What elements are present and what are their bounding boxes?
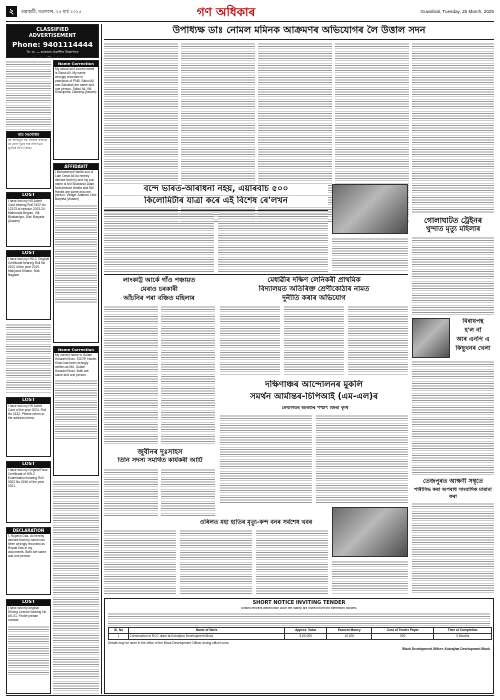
lost-title-2: LOST [7, 251, 50, 257]
bottom-mid-headline-2: সমৰ্থন আৰ্মান্তৰ-চিপিআই (এম-এল)ৰ [250, 392, 378, 402]
lead-rule [104, 39, 494, 40]
classified-text-block [6, 60, 51, 130]
mid-right-headline-1: মেধাৱীৰ দক্ষিণ লেনিকৰী প্ৰাথমিক [267, 276, 361, 284]
second-rule [104, 210, 328, 211]
side-headline-1: গোলাঘাটত ট্ৰেইনৰ [424, 216, 482, 225]
lead-text-col-5 [412, 42, 494, 214]
mid-right-text-2 [284, 305, 344, 375]
lost-title-5: LOST [7, 600, 50, 606]
flood-text-4 [332, 560, 408, 595]
flood-photo [332, 507, 408, 557]
classified-note-2: সত্যতাৰ দায়িত্ব কাকতে নলয় [33, 56, 72, 58]
lead-text-col-1 [104, 42, 178, 222]
tender-intro-lines [108, 612, 490, 626]
lost-filler-5 [8, 625, 49, 675]
bottom-mid-text-2 [316, 414, 408, 504]
mid-right-headline-2: বিদ্যালয়ত অতিৰিক্ত শ্ৰেণীকোঠাৰ নামত [258, 285, 370, 293]
affidavit-box [53, 163, 99, 343]
lost-box-5 [6, 599, 51, 694]
lead-photo [332, 184, 408, 234]
tender-footer: Details may be seen in the office of the Block Development Officer during office hours. [108, 640, 230, 645]
matrimonial-title: নাম সংশোধন [7, 132, 50, 138]
affidavit-title: AFFIDAVIT [54, 164, 98, 170]
lost-body-2: I have lost my HSLC Original Certificate bearing Roll No 0102 of the year 2019. Manjuma Khatun, Dist: Nagaon [8, 257, 49, 277]
tender-col-value: Approx. Value [285, 627, 327, 633]
lost-body-4: I have lost my Original Pass Certificate of HSLC Examination bearing Roll 0302 No 0156 of the year 2021. [8, 468, 48, 488]
classified-sub: ADVERTISEMENT [28, 33, 77, 39]
second-text-col-1 [104, 212, 214, 272]
side-photo [412, 318, 450, 358]
tender-cell: 1 [109, 633, 129, 639]
side-headline-3: বিৰাধপন্থ [462, 318, 484, 325]
newspaper-logo: গণ অধিকাৰ [196, 5, 256, 19]
name-correction-title-1: Name Correction [54, 61, 98, 67]
mid-right-text-3 [348, 305, 408, 375]
bottom-right-headline-2: শাৰীবিদ্ধ কৰা অপৰাধ সাংবাদিক মাৰামা কৰা [414, 487, 492, 500]
mid-left-text-2 [161, 305, 215, 445]
tender-table [108, 627, 492, 640]
lead-text-under-photo [332, 237, 408, 271]
side-text [412, 236, 494, 316]
column-divider-left [101, 24, 102, 694]
tender-cell: 500 [372, 633, 434, 639]
lost-box-3 [6, 397, 51, 457]
name-correction-body-1: My actual and correct name is Sabul Ali. My name wrongly recorded in passbook of PNB. Sabul Ali and Sabullah are same and one person. Sabul Ali, Vill- Kharupetia, Darrang (Assam) [55, 67, 97, 95]
side-headline-2: খুন্দাত মৃত্যু মহিলাৰ [425, 225, 481, 233]
classified-header [6, 24, 99, 58]
lead-text-col-2 [181, 42, 255, 222]
tender-col-work: Name of Work [129, 627, 285, 633]
classified-title: CLASSIFIED [36, 27, 69, 33]
lost-box-2 [6, 250, 51, 320]
mid-left-headline-1: লাংকাট্ট আৰ্কে গাঁও পঞ্চায়ত [123, 276, 195, 284]
bottom-left-headline-1: জুবীনৰ দুঃসাহস [137, 448, 183, 456]
lost-body-5: I have lost my original Driving Licence bearing No AS-01. Finder please contact. [8, 606, 47, 622]
second-text-col-2 [218, 212, 328, 272]
lost-box-4 [6, 461, 51, 523]
name-correction-filler-2 [55, 379, 97, 439]
side-headline-6: কিছুখনৰ খেলা [455, 345, 491, 352]
tender-cell: Construction of RCC drain at Kokrajhar Development Block [129, 633, 285, 639]
bottom-left-text-2 [161, 468, 215, 516]
bottom-left-headline-2: তিনি সদস্য সমৰ্থিত কাৰ্যকৰী আৰ্টি [117, 457, 203, 464]
second-headline-line-1: বন্দে ভাৰত-আৰাধনা নহয়, এয়াৰবাচ ৫০০ [104, 184, 328, 195]
second-headline-line-2: কিলোমিটাৰ যাত্ৰা কৰে এই বিশেষ ৰে'লখন [104, 196, 328, 207]
side-headline-4: হ'ল নাঁ [464, 327, 482, 334]
lost-body-3: I have lost my HS Admit Card of the year 2024, Roll No 0132. Please return to the address below. [8, 404, 47, 420]
declaration-box [6, 527, 51, 595]
bottom-mid-headline-1: দক্ষিণাঞ্চৰ আন্দোলনৰ মুকলি [265, 380, 363, 390]
tender-signature: Block Development Officer, Kokrajhar Development Block [402, 646, 490, 651]
affidavit-filler [55, 204, 97, 304]
name-correction-body-2: My correct name is Gulam Hussain Khan. SOOP, Hasim Khan has been wrongly written as Md. Gulam Hussain Khan. Both are same and one person. [55, 353, 97, 377]
mid-left-text-1 [104, 305, 158, 445]
mid-left-headline-2: মেৰাও চৰকাৰী [140, 285, 178, 293]
name-correction-title-2: Name Correction [54, 347, 98, 353]
small-headline: মেঘালয়ৰ ভাৰতৰ পশ্চাৎ জিৰী কৃষি [281, 406, 349, 411]
lost-title-4: LOST [7, 462, 50, 468]
tender-cell: 5,00,000 [285, 633, 327, 639]
mid-rule [104, 274, 408, 275]
classified-phone: Phone: 9401114444 [12, 40, 93, 49]
name-correction-box-1 [53, 60, 99, 160]
tender-col-cost: Cost of Tender Paper [372, 627, 434, 633]
lost-title-3: LOST [7, 398, 50, 404]
flood-text-1 [104, 529, 176, 595]
tender-cell: 3 Months [434, 633, 492, 639]
mid-right-text-1 [220, 305, 280, 375]
tender-intro: Sealed tenders affixed with court fee stamp are invited from the interested bidders. [240, 607, 358, 610]
classified-text-block-2 [6, 323, 51, 393]
bottom-mid-text-1 [220, 414, 312, 504]
lead-text-col-3 [258, 42, 332, 222]
lead-headline: উপাধ্যক্ষ ডাঃ নোমল মমিনক আক্ৰমণৰ অভিযোগৰ লৈ উত্তাল সদন [172, 25, 426, 36]
tender-cell: 10,000 [327, 633, 372, 639]
name-correction-box-2 [53, 346, 99, 476]
classified-note-1: বি: দ্ৰ: — কাকতত প্ৰকাশিত বিজ্ঞাপনৰ [26, 50, 79, 54]
masthead [6, 4, 494, 20]
bottom-right-text [412, 502, 494, 595]
lost-body-1: I have lost my HS Admit Card bearing Roll 0102 No 12223 of session 2023-24. Mahmuda Begum, Vill- Bhabanipur, Dist: Barpeta (Assam) [8, 199, 46, 223]
lost-title-1: LOST [7, 193, 50, 199]
masthead-right-date: Guwahati, Tuesday, 25 March, 2025 [420, 9, 494, 14]
matrimonial-box [6, 131, 51, 189]
flood-text-2 [180, 529, 252, 595]
tender-title: SHORT NOTICE INVITING TENDER [252, 600, 346, 606]
tender-notice [104, 598, 494, 694]
bottom-rule [6, 695, 494, 696]
declaration-title: DECLARATION [7, 528, 50, 534]
side-headline-5: আৰ এনপি এ [456, 336, 490, 343]
masthead-rule [6, 21, 494, 22]
tender-col-time: Time of Completion [434, 627, 492, 633]
masthead-left-date: গুৱাহাটী, মঙলবাৰ, ২৫ মাৰ্চ ২০২৫ [21, 10, 82, 15]
side-text-2 [412, 360, 494, 475]
affidavit-body: I Mohammad Hanifa son of Late Omar Ali do hereby declare that my and my son name is Md Shahanur Alam. Mohammad Hanifa and Md Hanifa are same and one person. Village: Adabari, Dist: Barpeta (Assam) [55, 170, 97, 202]
tender-col-earnest: Earnest Money [327, 627, 372, 633]
flood-text-3 [256, 529, 328, 595]
matrimonial-body: মই আমিনুল হক ঘোষণা কৰিছো যে মোৰ পুত্ৰৰ নাম নথিপত্ৰত ভুলকৈ লিখা হৈছে। [8, 138, 48, 150]
declaration-body: I, Rupesh Das, do hereby declare that my name has been wrongly recorded as Rupak Das in my documents. Both are same and one person. [8, 534, 47, 558]
left-col-filler [53, 480, 99, 694]
mid-left-headline-3: আঁচনিৰ পৰা বঞ্চিত মহিলাৰ [123, 294, 195, 302]
page-number: ২ [6, 6, 17, 17]
flood-headline: ওৰিলত মহা হাতিৰ মৃত্যু-কন্দ বনৰ সৰ্বশেষ খবৰ [199, 519, 313, 526]
mid-right-headline-3: দুনীতি কৰাৰ অভিযোগ [282, 294, 346, 302]
table-row [109, 633, 492, 639]
lost-box-1 [6, 192, 51, 247]
bottom-right-headline-1: তেজপুৰত আক্ষণী সম্বৃতে [422, 478, 484, 485]
bottom-left-text-1 [104, 468, 158, 516]
tender-col-sl: Sl. No [109, 627, 129, 633]
